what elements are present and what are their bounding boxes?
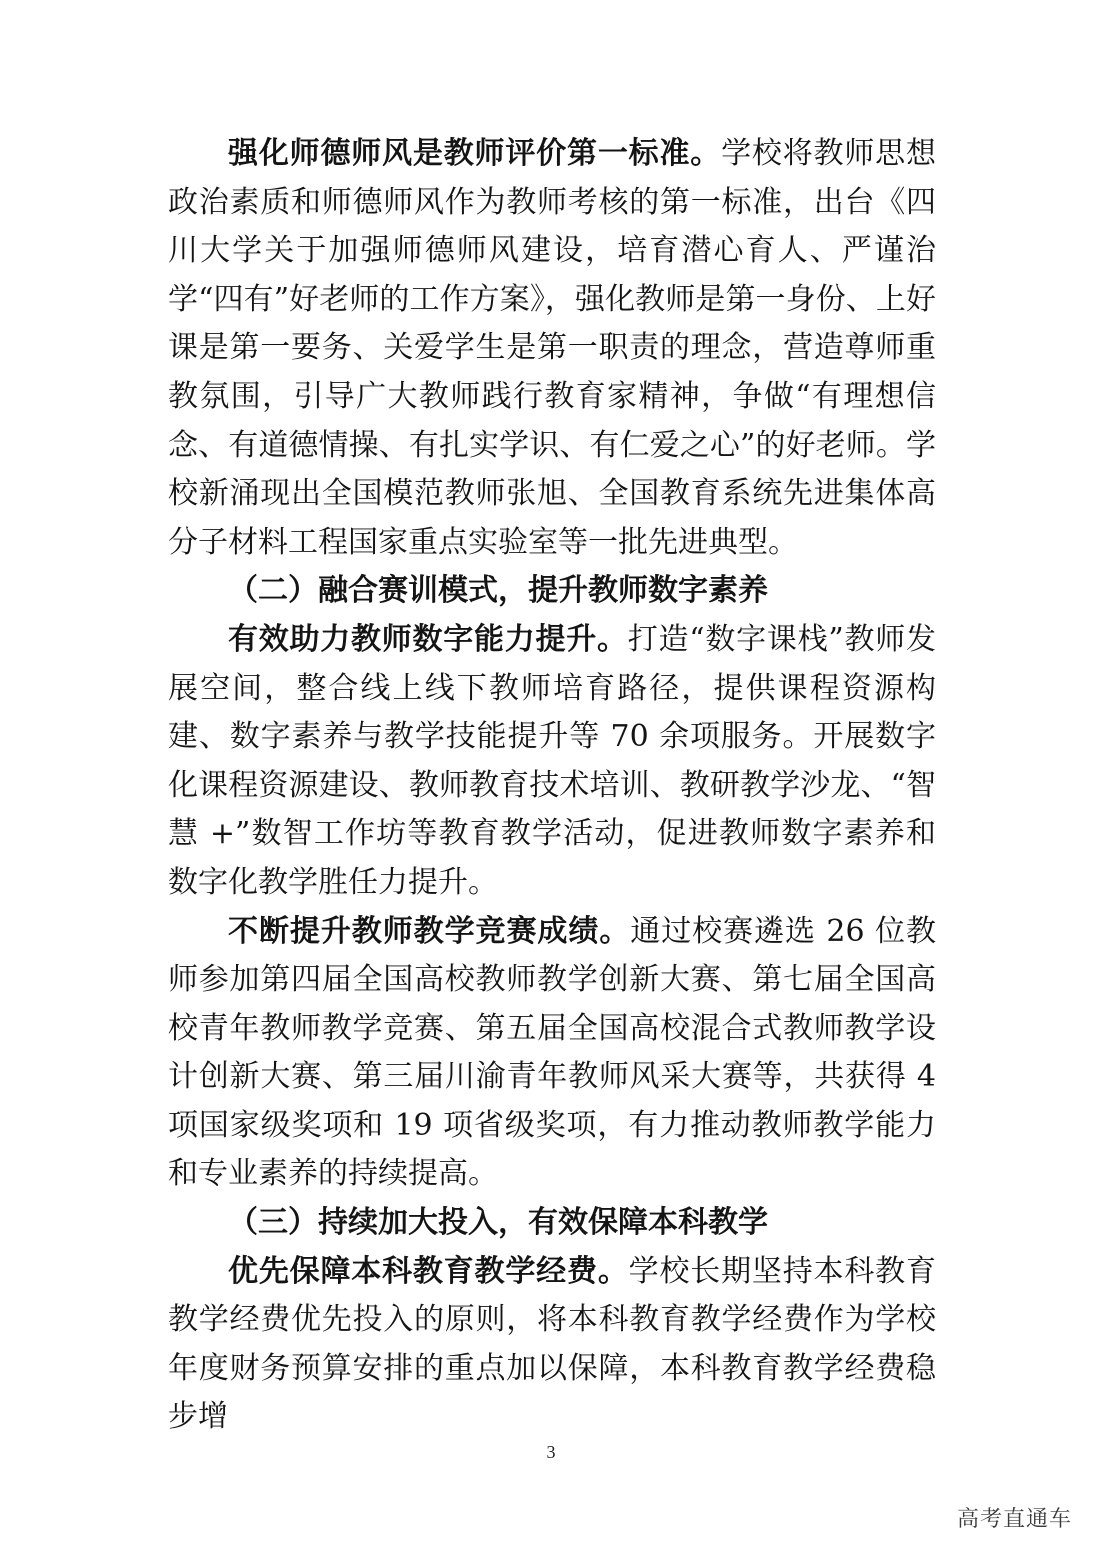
document-body	[168, 130, 936, 1442]
paragraph-teaching-competition	[168, 908, 936, 1200]
watermark-text: 高考直通车	[956, 1507, 1072, 1532]
paragraph-text: 打造“数字课栈”教师发展空间，整合线上线下教师培育路径，提供课程资源构建、数字素养与教学技能提升等 70 余项服务。开展数字化课程资源建设、教师教育技术培训、教研教学沙龙、“智慧 +”数智工作坊等教育教学活动，促进教师数字素养和数字化教学胜任力提升。	[168, 621, 936, 900]
section-heading-2: （二）融合赛训模式，提升教师数字素养	[228, 573, 768, 609]
paragraph-lead: 强化师德师风是教师评价第一标准。	[228, 136, 722, 171]
paragraph-lead: 有效助力教师数字能力提升。	[228, 621, 628, 657]
paragraph-digital-ability	[168, 616, 936, 908]
paragraph-lead: 优先保障本科教育教学经费。	[228, 1253, 629, 1289]
paragraph-teacher-ethics	[168, 130, 936, 567]
paragraph-text: 学校将教师思想政治素质和师德师风作为教师考核的第一标准，出台《四川大学关于加强师德师风建设，培育潜心育人、严谨治学“四有”好老师的工作方案》，强化教师是第一身份、上好课是第一要务、关爱学生是第一职责的理念，营造尊师重教氛围，引导广大教师践行教育家精神，争做“有理想信念、有道德情操、有扎实学识、有仁爱之心”的好老师。学校新涌现出全国模范教师张旭、全国教育系统先进集体高分子材料工程国家重点实验室等一批先进典型。	[168, 136, 937, 560]
paragraph-text: 通过校赛遴选 26 位教师参加第四届全国高校教师教学创新大赛、第七届全国高校青年教师教学竞赛、第五届全国高校混合式教师教学设计创新大赛、第三届川渝青年教师风采大赛等，共获得 4 项国家级奖项和 19 项省级奖项，有力推动教师教学能力和专业素养的持续提高。	[168, 913, 937, 1192]
paragraph-funding	[168, 1248, 936, 1442]
paragraph-lead: 不断提升教师教学竞赛成绩。	[228, 913, 631, 949]
paragraph-text: 学校长期坚持本科教育教学经费优先投入的原则，将本科教育教学经费作为学校年度财务预算安排的重点加以保障，本科教育教学经费稳步增	[168, 1253, 937, 1435]
page-number: 3	[546, 1442, 556, 1462]
section-heading-3: （三）持续加大投入，有效保障本科教学	[228, 1205, 768, 1241]
